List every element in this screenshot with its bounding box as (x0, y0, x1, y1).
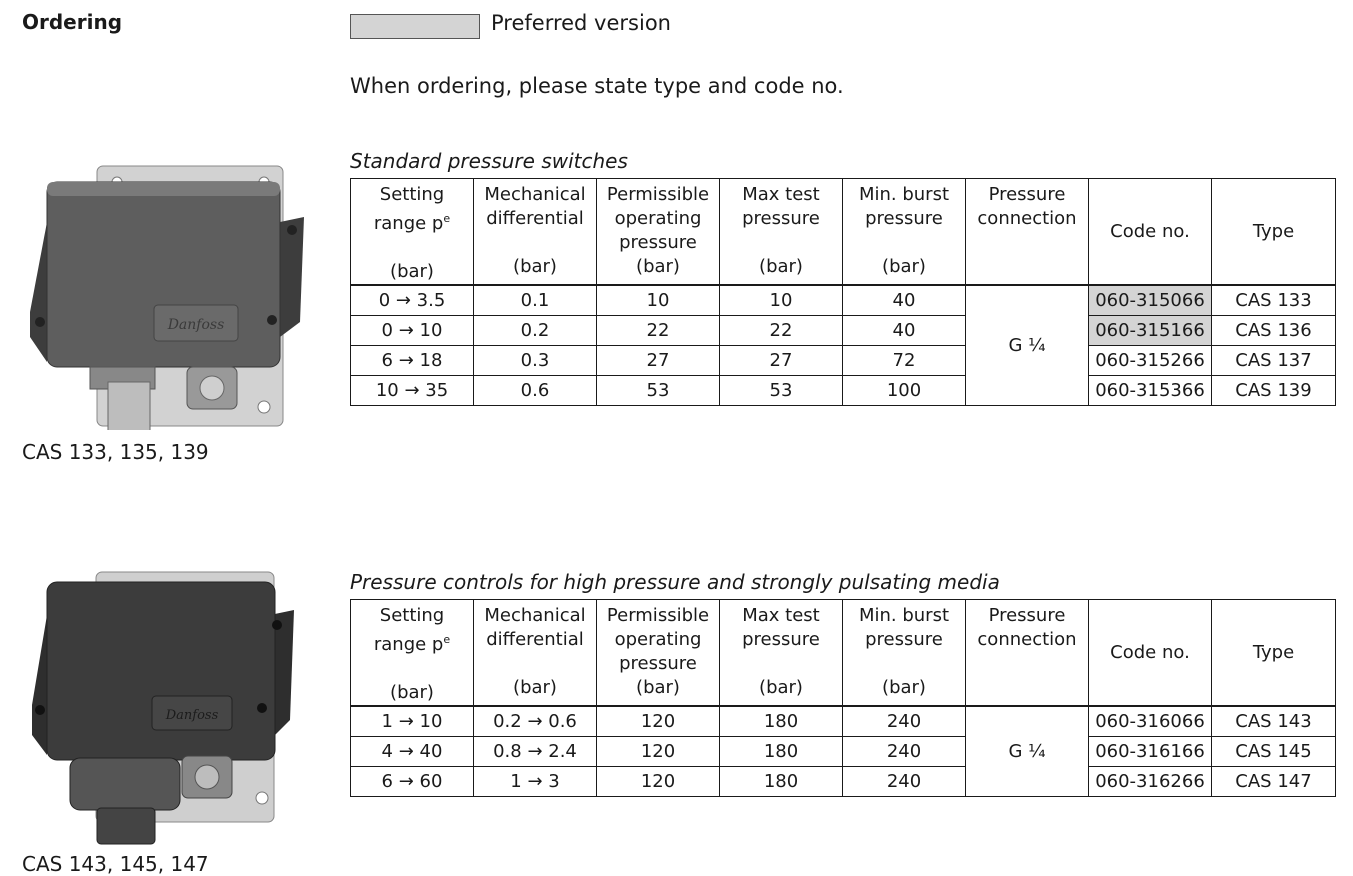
cell-code: 060-315266 (1089, 345, 1212, 375)
cell-differential: 0.8 → 2.4 (474, 736, 597, 766)
cell-type: CAS 133 (1212, 285, 1336, 315)
cell-test: 53 (720, 375, 843, 405)
high-pressure-controls-table (350, 599, 1336, 797)
cell-differential: 0.1 (474, 285, 597, 315)
cell-burst: 240 (843, 706, 966, 736)
cell-code-preferred: 060-315066 (1089, 285, 1212, 315)
table-row (351, 315, 1336, 345)
cell-burst: 72 (843, 345, 966, 375)
cell-differential: 0.2 (474, 315, 597, 345)
cell-differential: 0.3 (474, 345, 597, 375)
cell-code: 060-316166 (1089, 736, 1212, 766)
cell-type: CAS 139 (1212, 375, 1336, 405)
image-caption-standard: CAS 133, 135, 139 (22, 440, 209, 464)
cell-operating: 22 (597, 315, 720, 345)
header-pressure-connection: Pressure connection (966, 600, 1089, 707)
cell-range: 6 → 60 (351, 766, 474, 796)
cell-type: CAS 145 (1212, 736, 1336, 766)
header-code-no: Code no. (1089, 600, 1212, 707)
cell-operating: 120 (597, 766, 720, 796)
cell-differential: 0.6 (474, 375, 597, 405)
cell-differential: 1 → 3 (474, 766, 597, 796)
header-type: Type (1212, 179, 1336, 286)
cell-test: 10 (720, 285, 843, 315)
preferred-version-swatch (350, 14, 480, 39)
table-row (351, 706, 1336, 736)
cell-differential: 0.2 → 0.6 (474, 706, 597, 736)
cell-test: 27 (720, 345, 843, 375)
cell-range: 1 → 10 (351, 706, 474, 736)
svg-text:Danfoss: Danfoss (165, 708, 219, 723)
header-setting-range: Setting range $p^e$ (bar) (351, 600, 474, 707)
table-title-standard: Standard pressure switches (350, 149, 628, 173)
section-title: Ordering (22, 10, 123, 34)
table-row (351, 766, 1336, 796)
svg-text:Danfoss: Danfoss (167, 317, 225, 333)
header-min-burst-pressure: Min. burst pressure (bar) (843, 600, 966, 707)
table-row (351, 375, 1336, 405)
image-caption-high-pressure: CAS 143, 145, 147 (22, 852, 209, 876)
cell-type: CAS 143 (1212, 706, 1336, 736)
cell-operating: 10 (597, 285, 720, 315)
cell-test: 180 (720, 736, 843, 766)
cell-type: CAS 147 (1212, 766, 1336, 796)
cell-operating: 27 (597, 345, 720, 375)
preferred-version-label: Preferred version (491, 11, 671, 35)
cell-range: 0 → 10 (351, 315, 474, 345)
cell-range: 4 → 40 (351, 736, 474, 766)
header-max-test-pressure: Max test pressure (bar) (720, 600, 843, 707)
cell-connection: G ¼ (966, 706, 1089, 796)
table-row (351, 736, 1336, 766)
standard-pressure-switches-table (350, 178, 1336, 406)
ordering-instruction: When ordering, please state type and code no. (350, 74, 844, 98)
cell-burst: 40 (843, 285, 966, 315)
cell-burst: 100 (843, 375, 966, 405)
header-row (351, 600, 1336, 707)
header-mechanical-differential: Mechanical differential (bar) (474, 600, 597, 707)
cell-range: 0 → 3.5 (351, 285, 474, 315)
table-title-high-pressure: Pressure controls for high pressure and strongly pulsating media (350, 570, 1000, 594)
header-permissible-operating-pressure: Permissible operating pressure (bar) (597, 179, 720, 286)
cell-code: 060-316266 (1089, 766, 1212, 796)
cell-burst: 240 (843, 736, 966, 766)
cell-range: 6 → 18 (351, 345, 474, 375)
header-max-test-pressure: Max test pressure (bar) (720, 179, 843, 286)
cell-code: 060-316066 (1089, 706, 1212, 736)
header-min-burst-pressure: Min. burst pressure (bar) (843, 179, 966, 286)
header-code-no: Code no. (1089, 179, 1212, 286)
cell-type: CAS 137 (1212, 345, 1336, 375)
header-setting-range: Setting range $p^e$ (bar) (351, 179, 474, 286)
cell-range: 10 → 35 (351, 375, 474, 405)
header-type: Type (1212, 600, 1336, 707)
cell-burst: 40 (843, 315, 966, 345)
cell-code: 060-315366 (1089, 375, 1212, 405)
header-pressure-connection: Pressure connection (966, 179, 1089, 286)
header-mechanical-differential: Mechanical differential (bar) (474, 179, 597, 286)
cell-type: CAS 136 (1212, 315, 1336, 345)
cell-code-preferred: 060-315166 (1089, 315, 1212, 345)
cell-connection: G ¼ (966, 285, 1089, 405)
table-row (351, 345, 1336, 375)
cell-operating: 53 (597, 375, 720, 405)
cell-test: 180 (720, 766, 843, 796)
cell-test: 22 (720, 315, 843, 345)
header-permissible-operating-pressure: Permissible operating pressure (bar) (597, 600, 720, 707)
cas-133-device-image (22, 162, 312, 430)
cell-operating: 120 (597, 736, 720, 766)
cas-143-device-image (22, 570, 302, 848)
header-row (351, 179, 1336, 286)
cell-burst: 240 (843, 766, 966, 796)
table-row (351, 285, 1336, 315)
cell-operating: 120 (597, 706, 720, 736)
cell-test: 180 (720, 706, 843, 736)
